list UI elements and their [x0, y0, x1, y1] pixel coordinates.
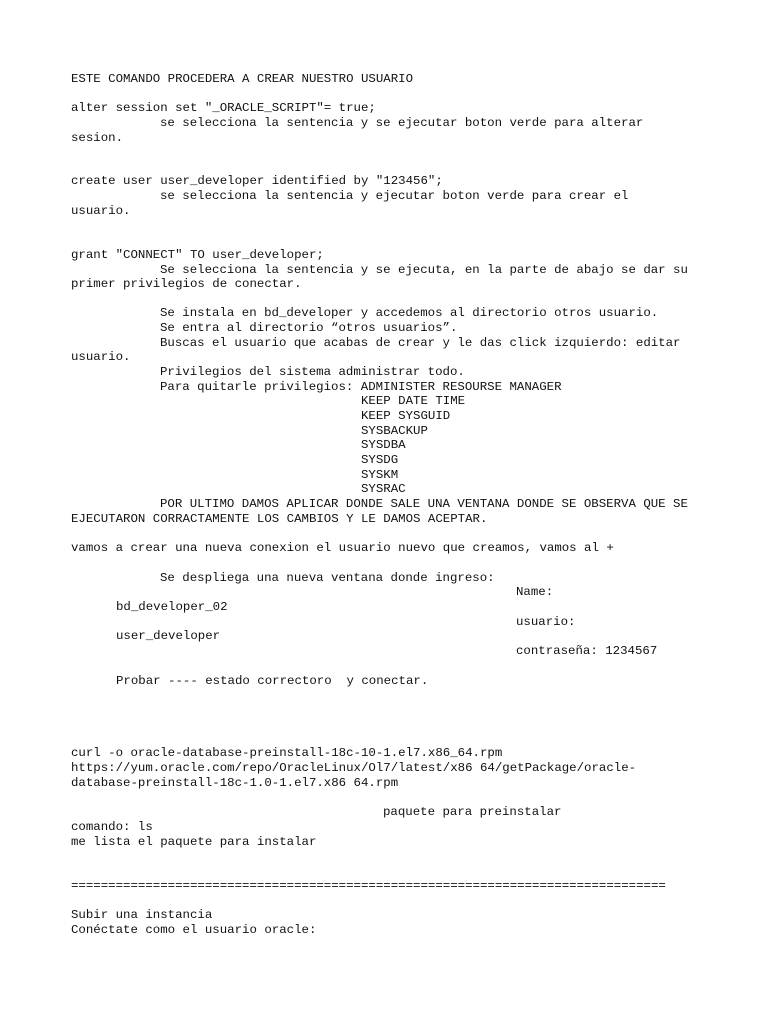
- text-line: Probar ---- estado correctoro y conectar.: [116, 674, 429, 688]
- command-line: curl -o oracle-database-preinstall-18c-10-1.el7.x86_64.rpm: [71, 746, 503, 760]
- privilege-item: SYSDG: [361, 453, 399, 467]
- text-line: Se entra al directorio “otros usuarios”.: [160, 321, 458, 335]
- text-line: primer privilegios de conectar.: [71, 277, 302, 291]
- url-line: https://yum.oracle.com/repo/OracleLinux/Ol7/latest/x86 64/getPackage/oracle-: [71, 761, 637, 775]
- text-line: Para quitarle privilegios: ADMINISTER RESOURSE MANAGER: [160, 380, 562, 394]
- text-line: usuario.: [71, 350, 131, 364]
- separator-line: ================================================================================: [71, 879, 666, 893]
- field-label: Name:: [516, 585, 554, 599]
- text-line: me lista el paquete para instalar: [71, 835, 317, 849]
- text-line: se selecciona la sentencia y se ejecutar boton verde para alterar: [160, 116, 644, 130]
- text-line: Se selecciona la sentencia y se ejecuta, en la parte de abajo se dar su: [160, 263, 688, 277]
- text-line: Se instala en bd_developer y accedemos al directorio otros usuario.: [160, 306, 659, 320]
- text-line: Buscas el usuario que acabas de crear y le das click izquierdo: editar: [160, 336, 681, 350]
- url-line: database-preinstall-18c-1.0-1.el7.x86 64.rpm: [71, 776, 399, 790]
- field-value: user_developer: [116, 629, 221, 643]
- privilege-item: KEEP SYSGUID: [361, 409, 451, 423]
- text-line: sesion.: [71, 131, 124, 145]
- heading-line: ESTE COMANDO PROCEDERA A CREAR NUESTRO USUARIO: [71, 72, 414, 86]
- text-line: Se despliega una nueva ventana donde ingreso:: [160, 571, 495, 585]
- privilege-item: KEEP DATE TIME: [361, 394, 466, 408]
- privilege-item: SYSKM: [361, 468, 399, 482]
- text-line: se selecciona la sentencia y ejecutar boton verde para crear el: [160, 189, 629, 203]
- sql-line: create user user_developer identified by "123456";: [71, 174, 443, 188]
- text-line: Conéctate como el usuario oracle:: [71, 923, 317, 937]
- text-line: Privilegios del sistema administrar todo.: [160, 365, 465, 379]
- section-heading: Subir una instancia: [71, 908, 213, 922]
- text-line: EJECUTARON CORRACTAMENTE LOS CAMBIOS Y LE DAMOS ACEPTAR.: [71, 512, 488, 526]
- command-line: comando: ls: [71, 820, 153, 834]
- text-line: paquete para preinstalar: [383, 805, 562, 819]
- text-line: vamos a crear una nueva conexion el usuario nuevo que creamos, vamos al +: [71, 541, 614, 555]
- field-value: bd_developer_02: [116, 600, 228, 614]
- text-line: usuario.: [71, 204, 131, 218]
- field-label: contraseña: 1234567: [516, 644, 658, 658]
- privilege-item: SYSDBA: [361, 438, 406, 452]
- sql-line: grant "CONNECT" TO user_developer;: [71, 248, 324, 262]
- text-line: POR ULTIMO DAMOS APLICAR DONDE SALE UNA VENTANA DONDE SE OBSERVA QUE SE: [160, 497, 688, 511]
- field-label: usuario:: [516, 615, 576, 629]
- privilege-item: SYSRAC: [361, 482, 406, 496]
- sql-line: alter session set "_ORACLE_SCRIPT"= true;: [71, 101, 376, 115]
- privilege-item: SYSBACKUP: [361, 424, 428, 438]
